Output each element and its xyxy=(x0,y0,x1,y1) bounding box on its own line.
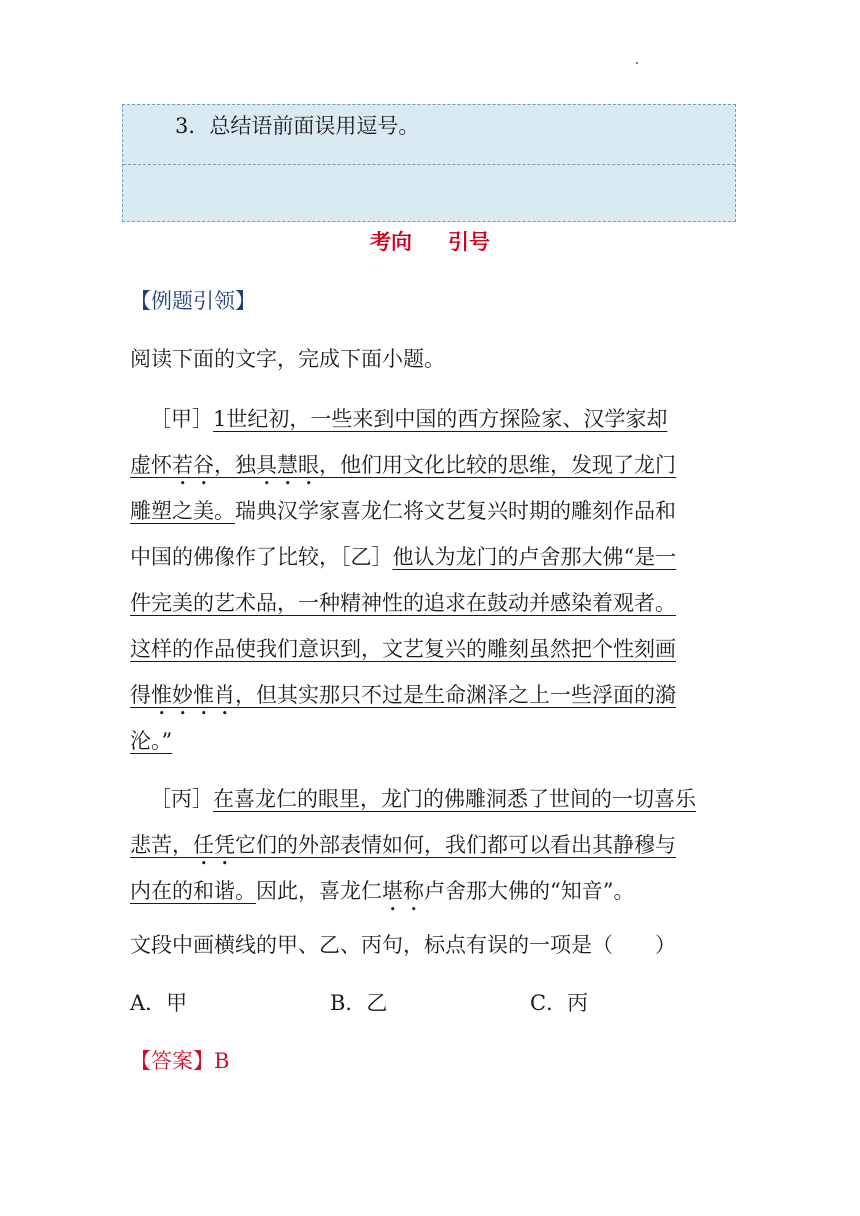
underlined-text: 沦。” xyxy=(130,729,173,753)
section-prefix: 考向 xyxy=(370,230,412,254)
question-text: 文段中画横线的甲、乙、丙句，标点有误的一项是（ ） xyxy=(130,933,676,957)
passage-line xyxy=(150,404,667,434)
underlined-text: 它们的外部表情如何，我们都可以看出其静穆与 xyxy=(235,833,676,857)
passage-line xyxy=(130,496,676,526)
underlined-text: 在喜龙仁的眼里，龙门的佛雕洞悉了世间的一切喜乐 xyxy=(213,787,696,811)
option-b: B．乙 xyxy=(330,991,388,1015)
underlined-text: 1世纪初，一些来到中国的西方探险家、汉学家却 xyxy=(213,407,668,431)
dotted-word: 若谷 xyxy=(172,453,214,477)
underlined-text: 悲苦， xyxy=(130,833,193,857)
marker-yi: 中国的佛像作了比较，［乙］ xyxy=(130,545,393,569)
section-title xyxy=(0,226,860,256)
answer-line xyxy=(130,1046,229,1076)
option-c: C．丙 xyxy=(530,991,589,1015)
example-label: 【例题引领】 xyxy=(130,289,256,313)
passage-line xyxy=(130,542,676,572)
passage-line xyxy=(130,830,676,870)
answer-label: 【答案】 xyxy=(130,1049,214,1073)
underlined-text: 他认为龙门的卢舍那大佛“是一 xyxy=(392,545,677,569)
plain-text: 卢舍那大佛的“知音”。 xyxy=(424,879,635,903)
option-a: A．甲 xyxy=(130,991,188,1015)
instruction: 阅读下面的文字，完成下面小题。 xyxy=(130,347,445,371)
plain-text: 瑞典汉学家喜龙仁将文艺复兴时期的雕刻作品和 xyxy=(235,499,676,523)
passage-line xyxy=(130,876,634,916)
page-speck xyxy=(636,62,638,64)
note-divider xyxy=(123,164,735,165)
section-name: 引号 xyxy=(448,230,490,254)
passage-line xyxy=(150,784,696,814)
underlined-text: ，他们用文化比较的思维，发现了龙门 xyxy=(319,453,676,477)
underlined-text: 件完美的艺术品，一种精神性的追求在鼓动并感染着观者。 xyxy=(130,591,676,615)
underlined-text: 虚怀 xyxy=(130,453,172,477)
underlined-text: ，但其实那只不过是生命渊泽之上一些浮面的漪 xyxy=(235,683,676,707)
passage-line xyxy=(130,726,172,756)
passage-line xyxy=(130,450,676,490)
underlined-text: 雕塑之美。 xyxy=(130,499,235,523)
underlined-text: 得 xyxy=(130,683,151,707)
note-text: 3．总结语前面误用逗号。 xyxy=(175,114,420,138)
answer-value: B xyxy=(214,1049,230,1073)
dotted-word: 惟妙惟肖 xyxy=(151,683,235,707)
marker-jia: ［甲］ xyxy=(150,407,213,431)
passage-line xyxy=(130,680,676,720)
passage-line xyxy=(130,588,676,618)
dotted-word: 任凭 xyxy=(193,833,235,857)
dotted-word: 具慧眼 xyxy=(256,453,319,477)
note-box xyxy=(122,104,736,222)
underlined-text: 这样的作品使我们意识到，文艺复兴的雕刻虽然把个性刻画 xyxy=(130,637,676,661)
underlined-text: 内在的和谐。 xyxy=(130,879,256,903)
marker-bing: ［丙］ xyxy=(150,787,213,811)
plain-text: 因此，喜龙仁 xyxy=(256,879,382,903)
dotted-word: 堪称 xyxy=(382,879,424,903)
passage-line xyxy=(130,634,676,664)
underlined-text: ，独 xyxy=(214,453,256,477)
